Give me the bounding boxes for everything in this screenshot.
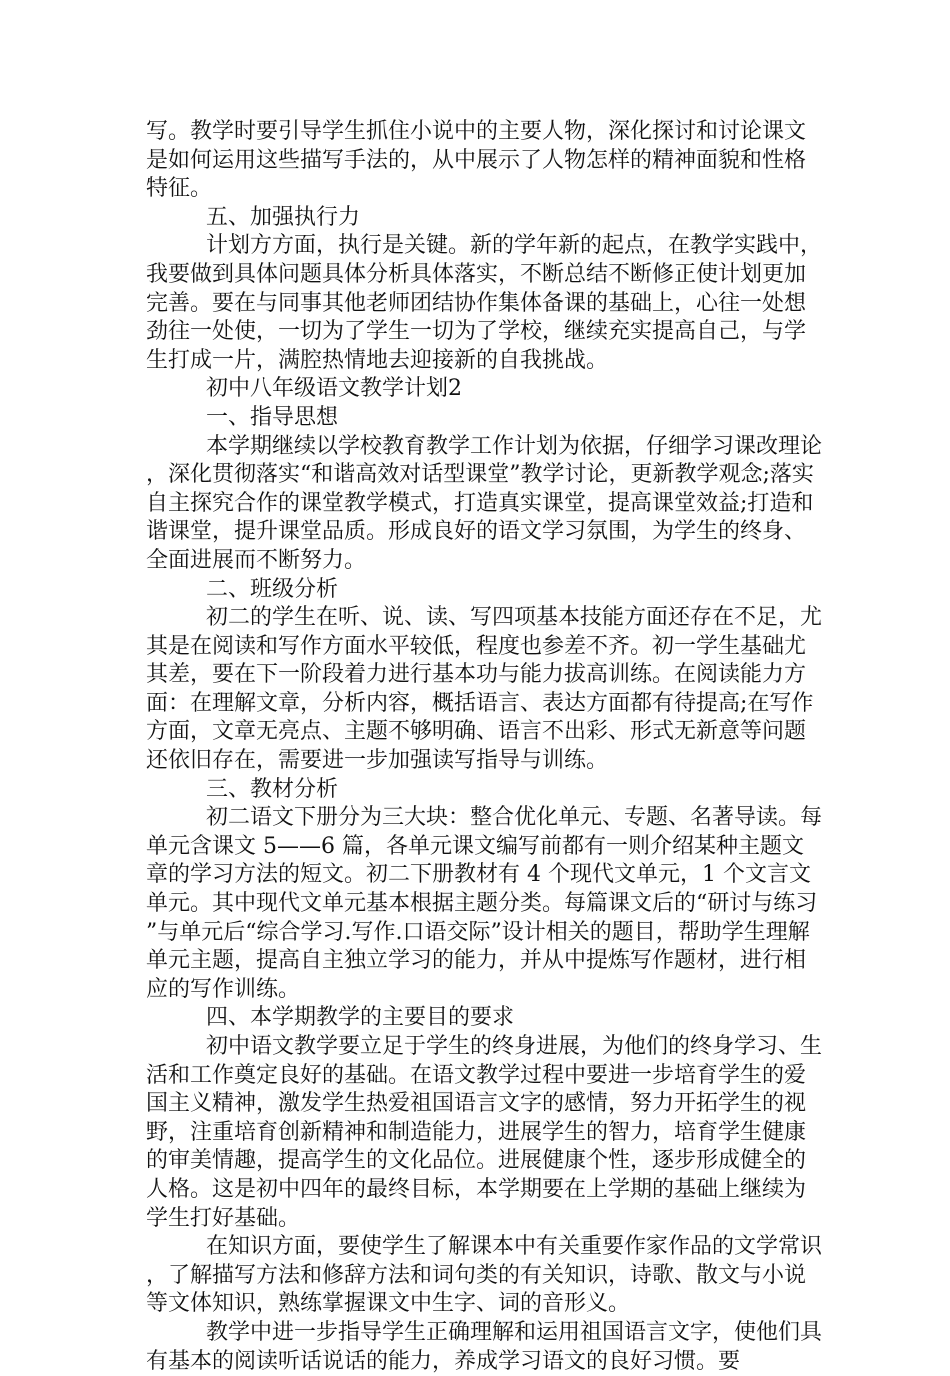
paragraph-class-analysis: 初二的学生在听、说、读、写四项基本技能方面还存在不足，尤其是在阅读和写作方面水平较低，程度也参差不齐。初一学生基础尤其差，要在下一阶段着力进行基本功与能力拔高训练。在阅读能力方面：在理解文章，分析内容，概括语言、表达方面都有待提高;在写作方面，文章无亮点、主题不够明确、语言不出彩、形式无新意等问题还依旧存在，需要进一步加强读写指导与训练。: [146, 605, 823, 774]
paragraph-guiding-thought: 本学期继续以学校教育教学工作计划为依据，仔细学习课改理论，深化贯彻落实“和谐高效对话型课堂”教学讨论，更新教学观念;落实自主探究合作的课堂教学模式，打造真实课堂，提高课堂效益;打造和谐课堂，提升课堂品质。形成良好的语文学习氛围，为学生的终身、全面进展而不断努力。: [146, 433, 823, 573]
paragraph-continuation: 写。教学时要引导学生抓住小说中的主要人物，深化探讨和讨论课文是如何运用这些描写手法的，从中展示了人物怎样的精神面貌和性格特征。: [146, 119, 807, 202]
paragraph-textbook-analysis: 初二语文下册分为三大块：整合优化单元、专题、名著导读。每单元含课文 5——6 篇，各单元课文编写前都有一则介绍某种主题文章的学习方法的短文。初二下册教材有 4 个现代文单元，1 个文言文单元。其中现代文单元基本根据主题分类。每篇课文后的“研讨与练习”与单元后“综合学习.写作.口语交际”设计相关的题目，帮助学生理解单元主题，提高自主独立学习的能力，并从中提炼写作题材，进行相应的写作训练。: [146, 805, 823, 1002]
document-body: [146, 118, 824, 1376]
section-heading-teaching-goals: 四、本学期教学的主要目的要求: [206, 1005, 515, 1031]
document-title: 初中八年级语文教学计划2: [206, 376, 462, 402]
section-heading-guiding-thought: 一、指导思想: [206, 404, 339, 430]
section-heading-class-analysis: 二、班级分析: [206, 576, 339, 602]
paragraph-knowledge-goals: 在知识方面，要使学生了解课本中有关重要作家作品的文学常识，了解描写方法和修辞方法和词句类的有关知识，诗歌、散文与小说等文体知识，熟练掌握课文中生字、词的音形义。: [146, 1234, 823, 1317]
paragraph-teaching-goals: 初中语文教学要立足于学生的终身进展，为他们的终身学习、生活和工作奠定良好的基础。在语文教学过程中要进一步培育学生的爱国主义精神，激发学生热爱祖国语言文字的感情，努力开拓学生的视野，注重培育创新精神和制造能力，进展学生的智力，培育学生健康的审美情趣，提高学生的文化品位。进展健康个性，逐步形成健全的人格。这是初中四年的最终目标，本学期要在上学期的基础上继续为学生打好基础。: [146, 1034, 823, 1231]
section-heading-execution: 五、加强执行力: [206, 204, 361, 230]
section-heading-textbook-analysis: 三、教材分析: [206, 776, 339, 802]
paragraph-ability-goals: 教学中进一步指导学生正确理解和运用祖国语言文字，使他们具有基本的阅读听话说话的能力，养成学习语文的良好习惯。要: [146, 1319, 823, 1374]
paragraph-execution: 计划方方面，执行是关键。新的学年新的起点，在教学实践中，我要做到具体问题具体分析具体落实，不断总结不断修正使计划更加完善。要在与同事其他老师团结协作集体备课的基础上，心往一处想劲往一处使，一切为了学生一切为了学校，继续充实提高自己，与学生打成一片，满腔热情地去迎接新的自我挑战。: [146, 233, 823, 373]
